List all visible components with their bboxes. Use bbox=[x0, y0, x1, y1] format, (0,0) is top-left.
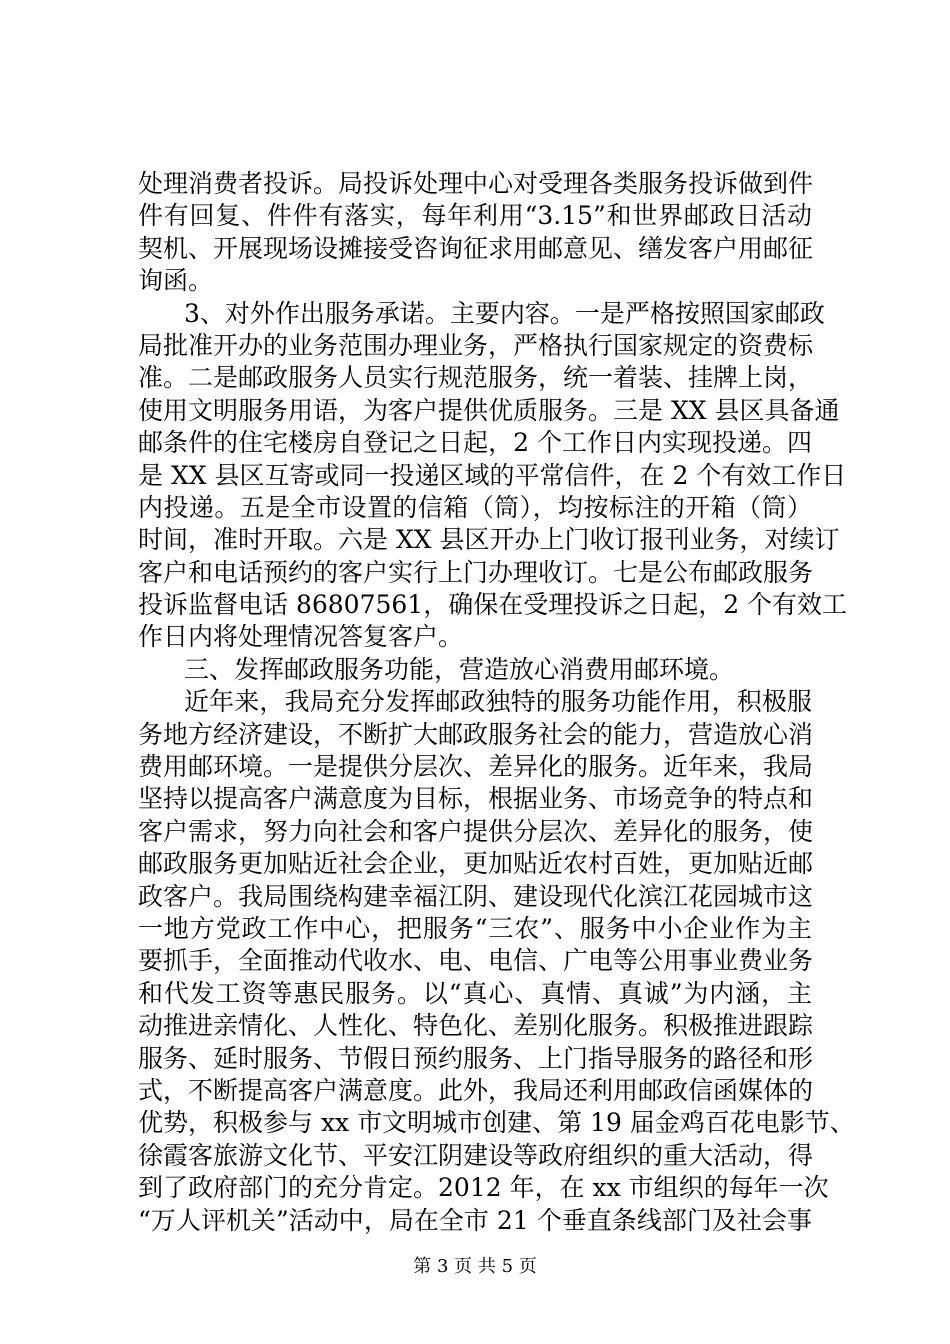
text-line: 政客户。我局围绕构建幸福江阴、建设现代化滨江花园城市这 bbox=[138, 881, 814, 911]
text-line: 询函。 bbox=[138, 266, 214, 296]
text-line: 徐霞客旅游文化节、平安江阴建设等政府组织的重大活动，得 bbox=[138, 1140, 814, 1170]
text-line: 优势，积极参与 xx 市文明城市创建、第 19 届金鸡百花电影节、 bbox=[138, 1108, 855, 1138]
text-line: 要抓手，全面推动代收水、电、电信、广电等公用事业费业务 bbox=[138, 946, 814, 976]
text-line: 费用邮环境。一是提供分层次、差异化的服务。近年来，我局 bbox=[138, 752, 814, 782]
text-line: “万人评机关”活动中，局在全市 21 个垂直条线部门及社会事 bbox=[138, 1205, 812, 1235]
text-line: 动推进亲情化、人性化、特色化、差别化服务。积极推进跟踪 bbox=[138, 1011, 814, 1041]
text-line: 投诉监督电话 86807561，确保在受理投诉之日起，2 个有效工 bbox=[138, 590, 848, 620]
text-line: 准。二是邮政服务人员实行规范服务，统一着装、挂牌上岗， bbox=[138, 363, 814, 393]
text-line: 服务、延时服务、节假日预约服务、上门指导服务的路径和形 bbox=[138, 1043, 814, 1073]
text-line: 邮政服务更加贴近社会企业，更加贴近农村百姓，更加贴近邮 bbox=[138, 849, 814, 879]
text-line: 一地方党政工作中心，把服务“三农”、服务中小企业作为主 bbox=[138, 913, 812, 943]
text-line: 局批准开办的业务范围办理业务，严格执行国家规定的资费标 bbox=[138, 330, 814, 360]
text-line: 契机、开展现场设摊接受咨询征求用邮意见、缮发客户用邮征 bbox=[138, 233, 814, 263]
text-line: 件有回复、件件有落实，每年利用“3.15”和世界邮政日活动 bbox=[138, 201, 812, 231]
text-line: 客户和电话预约的客户实行上门办理收订。七是公布邮政服务 bbox=[138, 557, 814, 587]
page-number-footer: 第 3 页 共 5 页 bbox=[413, 1256, 537, 1277]
text-line: 坚持以提高客户满意度为目标，根据业务、市场竞争的特点和 bbox=[138, 784, 814, 814]
section-heading: 三、发挥邮政服务功能，营造放心消费用邮环境。 bbox=[184, 654, 735, 684]
text-line: 是 XX 县区互寄或同一投递区域的平常信件，在 2 个有效工作日 bbox=[138, 460, 847, 490]
text-line: 近年来，我局充分发挥邮政独特的服务功能作用，积极服 bbox=[184, 687, 812, 717]
document-body bbox=[138, 168, 855, 1237]
text-line: 处理消费者投诉。局投诉处理中心对受理各类服务投诉做到件 bbox=[138, 169, 814, 198]
text-line: 邮条件的住宅楼房自登记之日起，2 个工作日内实现投递。四 bbox=[138, 428, 812, 458]
text-line: 使用文明服务用语，为客户提供优质服务。三是 XX 县区具备通 bbox=[138, 395, 840, 425]
text-line: 内投递。五是全市设置的信箱（筒），均按标注的开箱（筒） bbox=[138, 492, 812, 522]
text-line: 和代发工资等惠民服务。以“真心、真情、真诚”为内涵，主 bbox=[138, 978, 812, 1008]
text-line: 务地方经济建设，不断扩大邮政服务社会的能力，营造放心消 bbox=[138, 719, 814, 749]
text-line: 客户需求，努力向社会和客户提供分层次、差异化的服务，使 bbox=[138, 816, 814, 846]
text-line: 作日内将处理情况答复客户。 bbox=[138, 622, 464, 652]
text-line: 式，不断提高客户满意度。此外，我局还利用邮政信函媒体的 bbox=[138, 1075, 814, 1105]
text-line: 到了政府部门的充分肯定。2012 年，在 xx 市组织的每年一次 bbox=[138, 1173, 829, 1203]
text-line: 时间，准时开取。六是 XX 县区开办上门收订报刊业务，对续订 bbox=[138, 525, 840, 555]
text-line: 3、对外作出服务承诺。主要内容。一是严格按照国家邮政 bbox=[184, 298, 825, 328]
